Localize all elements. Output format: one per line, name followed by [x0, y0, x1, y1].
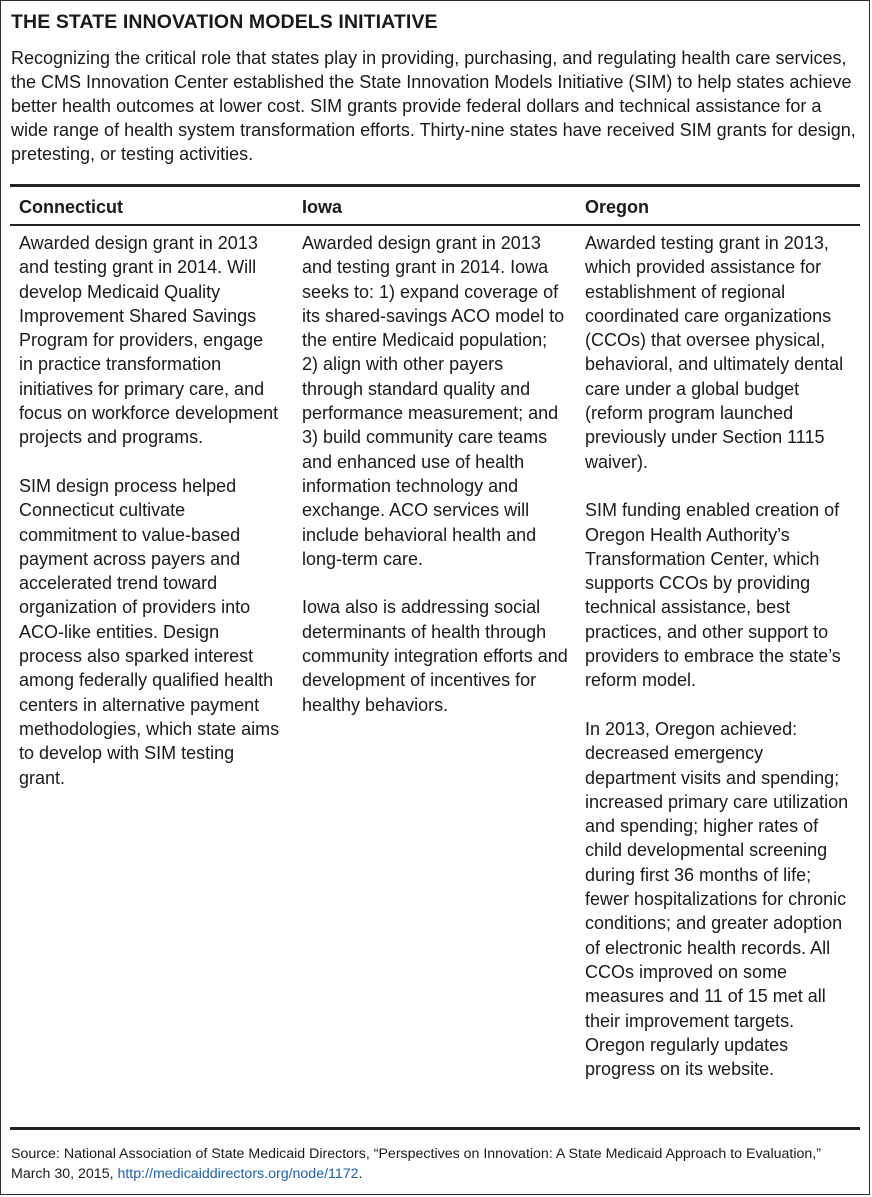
column-header-connecticut: Connecticut: [19, 197, 124, 217]
column-header-oregon: Oregon: [585, 197, 650, 217]
table-top-rule: [10, 184, 860, 187]
oregon-paragraph: In 2013, Oregon achieved: decreased emergency department visits and spending; increased primary care utilization and spending; higher rates of child developmental screening during first 36 months of life; fewer hospitalizations for chronic conditions; and greater adoption of electronic health records. All CCOs improved on some measures and 11 of 15 met all their improvement targets. Oregon regularly updates progress on its website.: [585, 718, 849, 1080]
column-iowa: [302, 231, 568, 741]
table-bottom-rule: [10, 1127, 860, 1130]
source-link[interactable]: http://medicaiddirectors.org/node/1172: [117, 1166, 359, 1182]
oregon-paragraph: Awarded testing grant in 2013, which provided assistance for establishment of regional coordinated care organizations (CCOs) that oversee physical, behavioral, and ultimately dental care under a global budget (reform program launched previously under Section 1115 waiver).: [585, 233, 844, 472]
iowa-paragraph: Awarded design grant in 2013 and testing grant in 2014. Iowa seeks to: 1) expand coverage of its shared-savings ACO model to the entire Medicaid population; 2) align with other payers through standard quality and performance measurement; and 3) build community care teams and enhanced use of health information technology and exchange. ACO services will include behavioral health and long-term care.: [302, 233, 565, 569]
connecticut-paragraph: SIM design process helped Connecticut cultivate commitment to value-based payment across payers and accelerated trend toward organization of providers into ACO-like entities. Design process also sparked interest among federally qualified health centers in alternative payment methodologies, which state aims to develop with SIM testing grant.: [19, 475, 280, 788]
connecticut-paragraph: Awarded design grant in 2013 and testing grant in 2014. Will develop Medicaid Quality Improvement Shared Savings Program for providers, engage in practice transformation initiatives for primary care, and focus on workforce development projects and programs.: [19, 233, 279, 448]
column-connecticut: [19, 231, 281, 814]
intro-paragraph: Recognizing the critical role that states play in providing, purchasing, and regulating health care services, the CMS Innovation Center established the State Innovation Models Initiative (SIM) to help states achieve better health outcomes at lower cost. SIM grants provide federal dollars and technical assistance for a wide range of health system transformation efforts. Thirty-nine states have received SIM grants for design, pretesting, or testing activities.: [11, 48, 856, 164]
header-rule: [10, 224, 860, 226]
source-suffix: .: [358, 1166, 363, 1182]
column-header-iowa: Iowa: [302, 197, 343, 217]
source-note: [11, 1144, 851, 1184]
iowa-paragraph: Iowa also is addressing social determinants of health through community integration efforts and development of incentives for healthy behaviors.: [302, 597, 568, 715]
column-oregon: [585, 231, 853, 1106]
page-title: THE STATE INNOVATION MODELS INITIATIVE: [11, 11, 438, 33]
oregon-paragraph: SIM funding enabled creation of Oregon Health Authority’s Transformation Center, which supports CCOs by providing technical assistance, best practices, and other support to providers to embrace the state’s reform model.: [585, 500, 841, 691]
source-text: Source: National Association of State Medicaid Directors, “Perspectives on Innovation: A State Medicaid Approach to Evaluation,” March 30, 2015,: [11, 1146, 821, 1182]
